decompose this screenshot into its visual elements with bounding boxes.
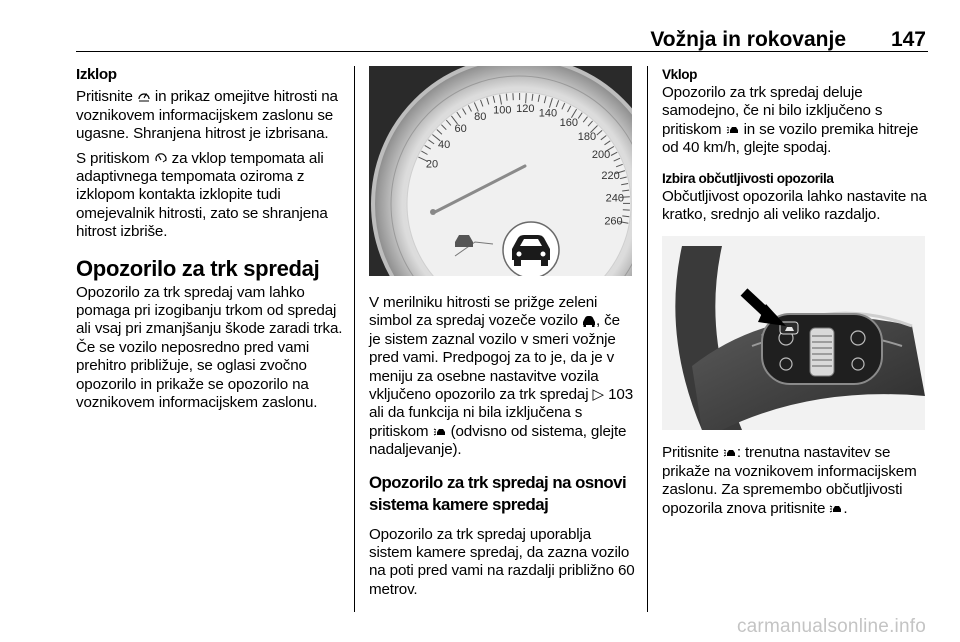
page-reference[interactable]: 103: [608, 386, 634, 404]
collision-alert-button-icon: [829, 503, 843, 515]
steering-wheel-illustration: [662, 236, 925, 430]
speedometer-tick-label: 20: [425, 158, 439, 171]
collision-alert-button-icon: [433, 426, 447, 438]
steering-wheel-figure: [662, 236, 925, 430]
paragraph: Občutljivost opozorila lahko nastavite na kratko, srednjo ali veliko razdaljo.: [662, 187, 927, 224]
column-right: [662, 66, 928, 524]
paragraph: S pritiskom za vklop tempomata ali adaptivnega tempomata oziroma z izklopom kontakta izklopite tudi omejevalnik hitrosti, zato se shranjena hitrost izbriše.: [76, 149, 328, 241]
paragraph: Opozorilo za trk spredaj vam lahko pomaga pri izogibanju trkom od spredaj ali vsaj pri zmanjšanju škode zaradi trka. Če se vozilo neposredno pred vami prehitro približuje, se oglasi zvočno opozorilo in prikaže se opozorilo na voznikovem informacijskem zaslonu.: [76, 283, 343, 412]
watermark: carmanualsonline.info: [736, 616, 926, 637]
column-divider: [354, 66, 355, 612]
page-number: 147: [890, 28, 926, 51]
speedometer-tick-mark: [526, 93, 527, 103]
subheading-izklop: Izklop: [76, 66, 117, 83]
section-title: Opozorilo za trk spredaj na osnovi sistema kamere spredaj: [369, 472, 627, 514]
page-header: [76, 28, 928, 52]
paragraph: Pritisnite in prikaz omejitve hitrosti na voznikovem informacijskem zaslonu se ugasne. Shranjena hitrost je izbrisana.: [76, 88, 338, 143]
column-left: [76, 66, 344, 419]
cruise-control-icon: [154, 151, 168, 165]
speedometer-tick-label: 40: [437, 138, 451, 151]
speedometer-tick-label: 80: [474, 111, 487, 124]
column-middle: [369, 66, 635, 605]
subheading-vklop: Vklop: [662, 67, 698, 82]
paragraph: V merilniku hitrosti se prižge zeleni simbol za spredaj vozeče vozilo , če je sistem zaznal vozilo v smeri vožnje pred vami. Predpogoj za to je, da je v meniju za osebne nastavitve vozila vključeno opozorilo za trk spredaj ▷ 103 ali da funkcija ni bila izključena s pritiskom (odvisno od sistema, glejte nadaljevanje).: [369, 294, 634, 459]
paragraph: Opozorilo za trk spredaj uporablja sistem kamere spredaj, da zazna vozilo na poti pred vami na razdalji približno 60 metrov.: [369, 525, 635, 598]
speedometer-tick-label: 220: [601, 170, 620, 183]
section-title: Opozorilo za trk spredaj: [76, 255, 320, 281]
thumbwheel[interactable]: [810, 328, 834, 376]
speedometer-tick-label: 160: [559, 116, 578, 129]
column-divider: [647, 66, 648, 612]
subheading-izbira: Izbira občutljivosti opozorila: [662, 170, 834, 186]
speedometer-tick-label: 240: [605, 192, 624, 205]
speedometer-tick-label: 100: [493, 104, 512, 117]
speedometer-tick-label: 120: [516, 103, 535, 116]
paragraph: Pritisnite : trenutna nastavitev se prikaže na voznikovem informacijskem zaslonu. Za spremembo občutljivosti opozorila znova pritisnite .: [662, 444, 917, 517]
page-title: Vožnja in rokovanje: [650, 28, 846, 51]
collision-alert-button-icon: [723, 447, 737, 459]
reference-arrow-icon: ▷: [592, 386, 605, 404]
paragraph: Opozorilo za trk spredaj deluje samodejno, če ni bilo izključeno s pritiskom in se vozilo premika hitreje od 40 km/h, glejte spodaj.: [662, 84, 919, 157]
speedometer-tick-label: 140: [538, 107, 558, 120]
speedometer-figure: [369, 66, 632, 276]
collision-alert-button-icon: [726, 124, 740, 136]
speedometer-illustration: [369, 66, 632, 276]
speed-limiter-icon: [137, 89, 151, 103]
speedometer-tick-label: 60: [454, 122, 467, 135]
speedometer-tick-label: 180: [577, 131, 597, 144]
vehicle-ahead-icon: [582, 315, 596, 327]
speedometer-tick-label: 200: [591, 149, 611, 162]
speedometer-tick-label: 260: [604, 215, 623, 228]
